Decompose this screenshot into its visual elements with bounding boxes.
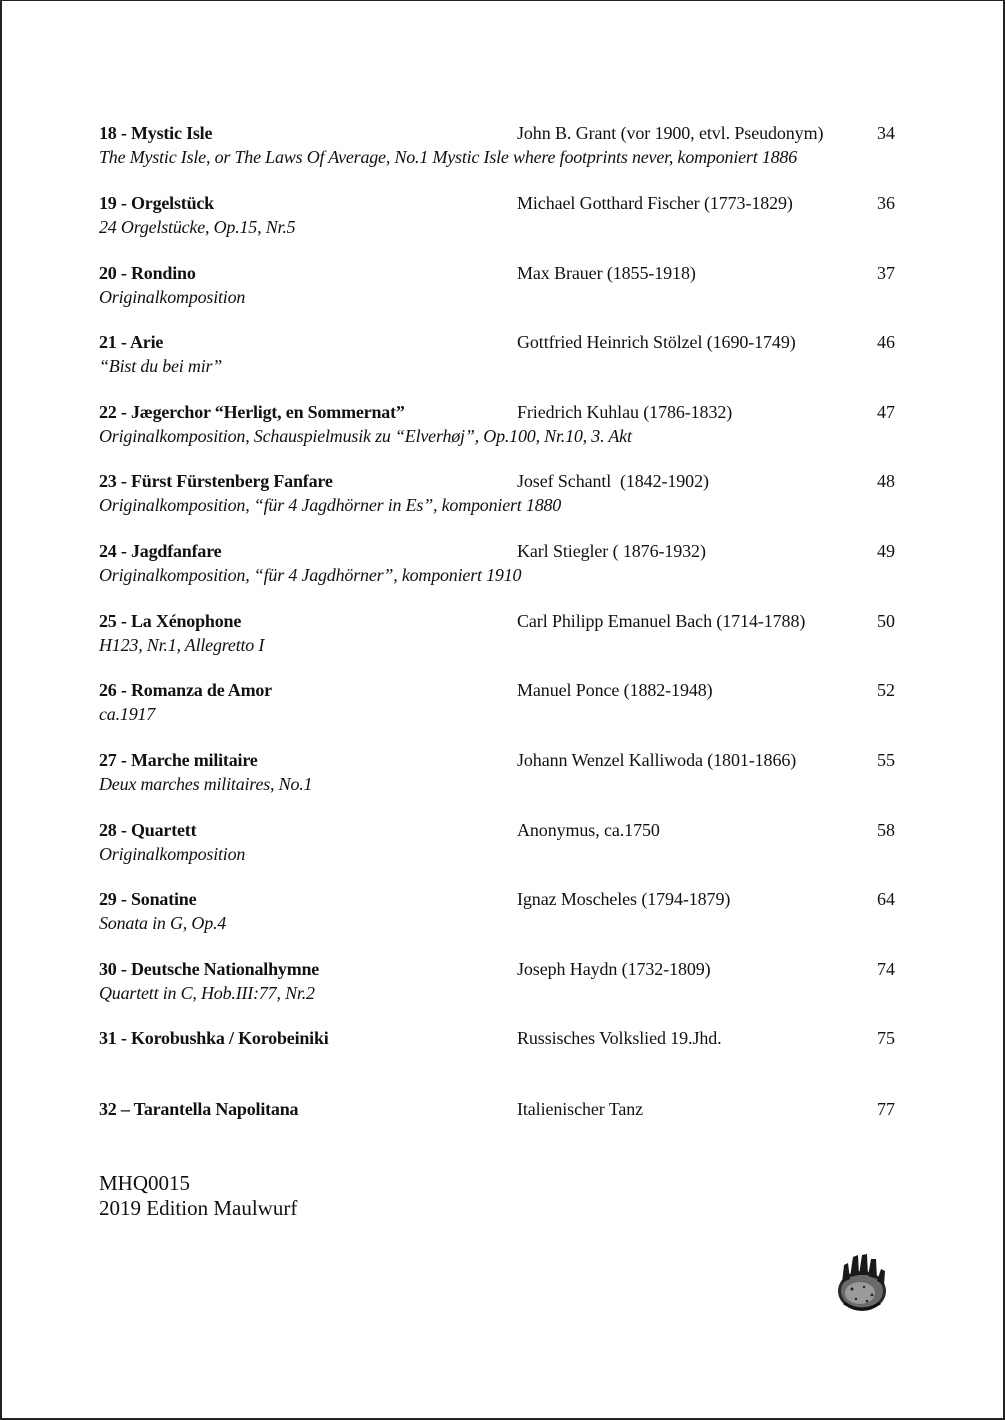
entry-composer: Carl Philipp Emanuel Bach (1714-1788) bbox=[517, 611, 806, 631]
entry-page-number: 52 bbox=[877, 680, 895, 700]
entry-composer: Manuel Ponce (1882-1948) bbox=[517, 680, 713, 700]
entry-page-number: 50 bbox=[877, 611, 895, 631]
toc-entry-19 bbox=[99, 191, 899, 239]
entry-composer: Karl Stiegler ( 1876-1932) bbox=[517, 541, 706, 561]
entry-title: 18 - Mystic Isle bbox=[99, 123, 213, 143]
entry-title: 30 - Deutsche Nationalhymne bbox=[99, 959, 320, 979]
entry-subtitle: 24 Orgelstücke, Op.15, Nr.5 bbox=[99, 217, 296, 237]
entry-title: 25 - La Xénophone bbox=[99, 611, 242, 631]
entry-title: 20 - Rondino bbox=[99, 263, 196, 283]
entry-subtitle: Sonata in G, Op.4 bbox=[99, 913, 227, 933]
toc-entry-23 bbox=[99, 469, 899, 517]
entry-composer: Michael Gotthard Fischer (1773-1829) bbox=[517, 193, 793, 213]
entry-composer: Gottfried Heinrich Stölzel (1690-1749) bbox=[517, 332, 796, 352]
entry-page-number: 37 bbox=[877, 263, 895, 283]
toc-entry-31 bbox=[99, 1026, 899, 1050]
entry-title: 19 - Orgelstück bbox=[99, 193, 214, 213]
entry-subtitle: Originalkomposition, “für 4 Jagdhörner in Es”, komponiert 1880 bbox=[99, 495, 562, 515]
entry-subtitle: ca.1917 bbox=[99, 704, 156, 724]
entry-composer: Josef Schantl (1842-1902) bbox=[517, 471, 709, 491]
entry-subtitle: Originalkomposition, “für 4 Jagdhörner”, komponiert 1910 bbox=[99, 565, 522, 585]
entry-page-number: 77 bbox=[877, 1099, 895, 1119]
entry-page-number: 34 bbox=[877, 123, 895, 143]
entry-page-number: 55 bbox=[877, 750, 895, 770]
entry-composer: Italienischer Tanz bbox=[517, 1099, 644, 1119]
entry-page-number: 48 bbox=[877, 471, 895, 491]
entry-subtitle: Quartett in C, Hob.III:77, Nr.2 bbox=[99, 983, 315, 1003]
toc-entry-25 bbox=[99, 609, 899, 657]
toc-entry-26 bbox=[99, 678, 899, 726]
entry-title: 24 - Jagdfanfare bbox=[99, 541, 222, 561]
entry-page-number: 49 bbox=[877, 541, 895, 561]
entry-subtitle: Originalkomposition bbox=[99, 287, 246, 307]
entry-composer: Ignaz Moscheles (1794-1879) bbox=[517, 889, 731, 909]
toc-entry-21 bbox=[99, 330, 899, 378]
entry-title: 27 - Marche militaire bbox=[99, 750, 258, 770]
entry-page-number: 47 bbox=[877, 402, 895, 422]
entry-composer: John B. Grant (vor 1900, etvl. Pseudonym) bbox=[517, 123, 824, 143]
entry-subtitle: Deux marches militaires, No.1 bbox=[99, 774, 313, 794]
entry-page-number: 46 bbox=[877, 332, 895, 352]
entry-page-number: 75 bbox=[877, 1028, 895, 1048]
entry-title: 28 - Quartett bbox=[99, 820, 197, 840]
entry-page-number: 74 bbox=[877, 959, 895, 979]
entry-title: 22 - Jægerchor “Herligt, en Sommernat” bbox=[99, 402, 405, 422]
entry-title: 23 - Fürst Fürstenberg Fanfare bbox=[99, 471, 333, 491]
toc-entry-30 bbox=[99, 957, 899, 1005]
mole-paw-icon bbox=[834, 1249, 890, 1315]
entry-subtitle: Originalkomposition bbox=[99, 844, 246, 864]
entry-title: 26 - Romanza de Amor bbox=[99, 680, 272, 700]
entry-subtitle: “Bist du bei mir” bbox=[99, 356, 223, 376]
toc-entry-20 bbox=[99, 261, 899, 309]
entry-page-number: 36 bbox=[877, 193, 895, 213]
entry-subtitle: Originalkomposition, Schauspielmusik zu “Elverhøj”, Op.100, Nr.10, 3. Akt bbox=[99, 426, 632, 446]
entry-subtitle: H123, Nr.1, Allegretto I bbox=[99, 635, 265, 655]
entry-composer: Russisches Volkslied 19.Jhd. bbox=[517, 1028, 722, 1048]
entry-page-number: 58 bbox=[877, 820, 895, 840]
entry-page-number: 64 bbox=[877, 889, 895, 909]
toc-entry-18 bbox=[99, 121, 899, 169]
entry-composer: Johann Wenzel Kalliwoda (1801-1866) bbox=[517, 750, 797, 770]
toc-entry-24 bbox=[99, 539, 899, 587]
entry-subtitle: The Mystic Isle, or The Laws Of Average, No.1 Mystic Isle where footprints never, komponiert 1886 bbox=[99, 147, 798, 167]
entry-title: 32 – Tarantella Napolitana bbox=[99, 1099, 299, 1119]
entry-title: 29 - Sonatine bbox=[99, 889, 197, 909]
toc-entry-32 bbox=[99, 1097, 899, 1121]
entry-composer: Joseph Haydn (1732-1809) bbox=[517, 959, 711, 979]
entry-composer: Anonymus, ca.1750 bbox=[517, 820, 660, 840]
entry-title: 21 - Arie bbox=[99, 332, 164, 352]
toc-entry-27 bbox=[99, 748, 899, 796]
edition-line: 2019 Edition Maulwurf bbox=[99, 1196, 298, 1220]
catalog-number: MHQ0015 bbox=[99, 1171, 191, 1195]
publisher-footer bbox=[99, 1171, 297, 1221]
entry-title: 31 - Korobushka / Korobeiniki bbox=[99, 1028, 329, 1048]
toc-entry-22 bbox=[99, 400, 899, 448]
entry-composer: Friedrich Kuhlau (1786-1832) bbox=[517, 402, 733, 422]
toc-entry-29 bbox=[99, 887, 899, 935]
entry-composer: Max Brauer (1855-1918) bbox=[517, 263, 696, 283]
toc-entry-28 bbox=[99, 818, 899, 866]
